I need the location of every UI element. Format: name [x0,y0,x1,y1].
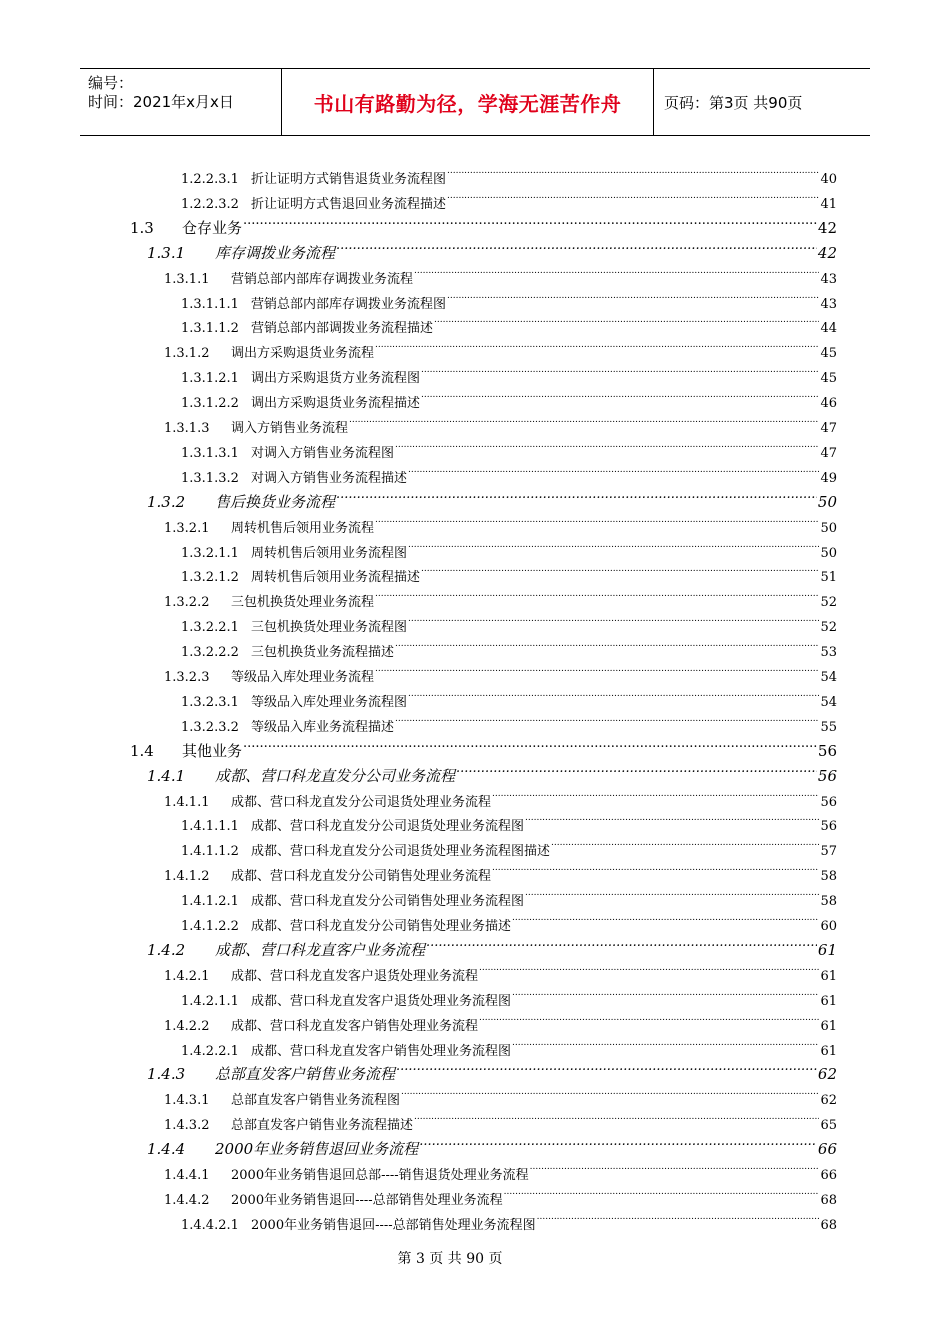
toc-entry[interactable] [164,1154,837,1183]
toc-entry-number: 1.4.1.2.1 [181,894,239,910]
toc-entry-page: 61 [820,1018,837,1034]
toc-entry-title: 调出方采购退货业务流程描述 [251,396,421,412]
toc-leader-dots [243,731,817,756]
toc-entry-title: 售后换货业务流程 [215,492,336,511]
toc-entry-number: 1.4.1.2.2 [181,919,239,934]
toc-entry-number: 1.4.1 [147,766,186,785]
toc-entry-title: 成都、营口科龙直发分公司退货处理业务流程 [231,794,492,810]
toc-entry[interactable] [147,233,837,262]
toc-leader-dots [434,307,819,332]
toc-leader-dots [551,830,819,855]
toc-entry[interactable] [147,482,837,511]
toc-entry-number: 1.4.2.1 [164,968,210,984]
toc-entry-number: 1.4.4.2 [164,1192,210,1208]
date-label: 时间：2021年x月x日 [88,93,234,111]
toc-entry[interactable] [164,258,837,287]
toc-entry[interactable] [164,955,837,984]
toc-leader-dots [375,332,819,357]
toc-entry-number: 1.3.2 [147,492,186,511]
toc-leader-dots [504,1179,820,1204]
toc-entry-page: 43 [820,296,837,312]
toc-leader-dots [395,631,819,656]
toc-entry-page: 61 [817,940,837,959]
toc-entry-number: 1.4.3 [147,1065,186,1084]
toc-entry-number: 1.4.2 [147,940,186,959]
toc-entry-page: 58 [820,894,837,910]
toc-entry[interactable] [181,606,837,636]
toc-entry[interactable] [181,158,837,187]
toc-entry[interactable] [181,532,837,561]
toc-entry-page: 53 [820,645,837,661]
toc-entry-title: 2000年业务销售退回----总部销售处理业务流程图 [251,1217,536,1233]
toc-entry-number: 1.4.2.1.1 [181,993,239,1009]
toc-entry-page: 68 [820,1217,837,1233]
toc-entry[interactable] [164,407,837,436]
toc-entry-number: 1.3.2.3.1 [181,694,239,710]
toc-leader-dots [456,756,817,781]
toc-entry-title: 三包机换货业务流程描述 [251,645,395,661]
toc-leader-dots [243,208,817,233]
toc-entry-title: 调入方销售业务流程 [231,421,349,436]
toc-entry-page: 43 [820,271,837,287]
motto-text: 书山有路勤为径，学海无涯苦作舟 [313,91,622,116]
toc-entry-page: 44 [820,321,837,337]
toc-entry-page: 66 [820,1168,837,1183]
toc-entry-number: 1.3.1.1 [164,271,210,287]
toc-leader-dots [375,581,819,606]
toc-entry-page: 65 [820,1118,837,1134]
toc-entry[interactable] [181,830,837,860]
toc-entry-page: 55 [820,719,837,735]
toc-entry-page: 42 [817,218,837,237]
toc-entry-number: 1.4.2.2 [164,1018,210,1034]
toc-entry-page: 42 [817,243,837,262]
toc-entry-title: 成都、营口科龙直发分公司退货处理业务流程图描述 [251,844,551,860]
toc-entry[interactable] [130,731,837,760]
toc-entry-page: 41 [820,196,837,212]
toc-entry[interactable] [181,681,837,710]
toc-entry-title: 等级品入库业务流程描述 [251,719,395,735]
toc-entry-title: 调出方采购退货方业务流程图 [251,371,421,387]
toc-leader-dots [336,482,817,507]
toc-entry[interactable] [181,183,837,212]
toc-entry[interactable] [181,905,837,934]
toc-entry-page: 56 [817,741,837,760]
toc-entry-number: 1.4.3.1 [164,1093,210,1109]
toc-entry-number: 1.4.1.1 [164,794,210,810]
toc-leader-dots [421,357,819,382]
toc-entry-number: 1.4.3.2 [164,1118,210,1134]
toc-entry[interactable] [164,855,837,885]
toc-entry-number: 1.4 [130,741,154,760]
toc-leader-dots [530,1154,820,1179]
toc-leader-dots [447,183,819,208]
toc-entry[interactable] [147,1054,837,1084]
toc-leader-dots [537,1204,820,1229]
toc-entry-number: 1.3.2.3.2 [181,719,239,735]
toc-entry-page: 50 [820,545,837,561]
toc-entry[interactable] [181,556,837,586]
toc-entry[interactable] [164,1079,837,1109]
toc-entry-number: 1.4.1.2 [164,869,210,885]
toc-entry-title: 营销总部内部调拨业务流程描述 [251,321,434,337]
toc-entry[interactable] [181,357,837,387]
toc-entry-page: 46 [820,396,837,412]
toc-entry[interactable] [181,307,837,337]
toc-entry-number: 1.2.2.3.2 [181,196,239,212]
toc-leader-dots [421,556,819,581]
toc-entry[interactable] [181,980,837,1009]
header-motto-cell [282,69,654,135]
toc-leader-dots [479,1005,819,1030]
toc-entry-page: 47 [820,421,837,436]
toc-entry[interactable] [181,706,837,735]
toc-entry[interactable] [147,1129,837,1159]
toc-entry-number: 1.3.2.2 [164,595,210,611]
toc-entry-page: 54 [820,694,837,710]
toc-entry-number: 1.3.1.3.1 [181,445,239,461]
toc-leader-dots [408,606,819,631]
toc-leader-dots [419,1129,817,1154]
number-label: 编号： [88,74,134,92]
toc-entry-title: 其他业务 [182,741,243,760]
toc-entry-title: 调出方采购退货业务流程 [231,346,375,362]
toc-entry[interactable] [181,805,837,835]
toc-entry-title: 总部直发客户销售业务流程图 [231,1093,401,1109]
toc-entry-title: 总部直发客户销售业务流程描述 [231,1118,414,1134]
toc-entry-title: 2000年业务销售退回总部----销售退货处理业务流程 [231,1168,529,1183]
toc-entry-title: 成都、营口科龙直发分公司业务流程 [215,766,456,785]
toc-entry-page: 62 [817,1065,837,1084]
toc-entry-page: 57 [820,844,837,860]
toc-entry-number: 1.3.1.1.1 [181,296,239,312]
toc-entry-page: 54 [820,670,837,685]
page-footer [0,1248,950,1268]
toc-entry-title: 成都、营口科龙直发分公司销售处理业务流程图 [251,894,525,910]
toc-entry-title: 周转机售后领用业务流程描述 [251,570,421,586]
toc-leader-dots [408,532,819,557]
page-header [80,68,870,136]
toc-entry[interactable] [181,283,837,312]
toc-leader-dots [525,880,819,905]
toc-leader-dots [375,507,819,532]
toc-entry-page: 58 [820,869,837,885]
toc-entry-number: 1.3 [130,218,154,237]
toc-entry-title: 折让证明方式售退回业务流程描述 [251,196,447,212]
toc-entry[interactable] [181,457,837,486]
toc-entry[interactable] [164,1104,837,1134]
toc-entry-number: 1.3.1.2.2 [181,396,239,412]
toc-leader-dots [525,805,819,830]
toc-entry[interactable] [147,756,837,785]
toc-entry-title: 成都、营口科龙直发分公司销售处理业务描述 [251,919,512,934]
toc-entry-title: 成都、营口科龙直发分公司销售处理业务流程 [231,869,492,885]
toc-entry-title: 营销总部内部库存调拨业务流程图 [251,296,447,312]
toc-entry-page: 50 [820,520,837,536]
toc-entry-title: 三包机换货处理业务流程图 [251,620,408,636]
toc-entry-number: 1.4.4 [147,1140,186,1159]
toc-leader-dots [426,930,817,955]
toc-entry[interactable] [181,432,837,461]
toc-entry-page: 61 [820,1043,837,1059]
toc-entry-number: 1.3.1.3.2 [181,470,239,486]
toc-entry-page: 52 [820,620,837,636]
toc-entry-title: 等级品入库处理业务流程 [231,670,375,685]
toc-entry-page: 45 [820,371,837,387]
toc-entry[interactable] [147,930,837,959]
toc-entry-title: 等级品入库处理业务流程图 [251,694,408,710]
toc-entry-number: 1.4.4.1 [164,1168,210,1183]
toc-entry-number: 1.3.1.3 [164,421,210,436]
toc-entry[interactable] [181,1030,837,1059]
toc-entry-title: 2000年业务销售退回----总部销售处理业务流程 [231,1192,503,1208]
toc-entry[interactable] [130,208,837,237]
toc-entry-number: 1.4.4.2.1 [181,1217,239,1233]
toc-entry-number: 1.3.2.1 [164,520,210,536]
toc-entry-page: 60 [820,919,837,934]
toc-leader-dots [512,1030,819,1055]
toc-entry-page: 68 [820,1192,837,1208]
toc-leader-dots [414,258,819,283]
toc-entry-page: 40 [820,172,837,187]
toc-entry[interactable] [181,631,837,661]
toc-entry-page: 62 [820,1093,837,1109]
toc-leader-dots [396,1054,817,1079]
toc-entry-number: 1.2.2.3.1 [181,172,239,187]
toc-leader-dots [421,382,819,407]
toc-entry-title: 总部直发客户销售业务流程 [215,1065,396,1084]
toc-entry-title: 周转机售后领用业务流程图 [251,545,408,561]
toc-entry-title: 周转机售后领用业务流程 [231,520,375,536]
toc-entry-title: 库存调拨业务流程 [215,243,336,262]
toc-entry-title: 成都、营口科龙直发客户销售处理业务流程图 [251,1043,512,1059]
toc-entry-number: 1.3.1.2.1 [181,371,239,387]
toc-entry-title: 三包机换货处理业务流程 [231,595,375,611]
toc-leader-dots [408,457,819,482]
toc-entry-number: 1.3.2.2.2 [181,645,239,661]
toc-leader-dots [395,432,819,457]
toc-entry-number: 1.3.2.1.2 [181,570,239,586]
toc-leader-dots [349,407,819,432]
toc-entry-number: 1.3.1 [147,243,186,262]
toc-entry-page: 56 [820,794,837,810]
toc-leader-dots [492,855,819,880]
toc-leader-dots [512,980,819,1005]
toc-entry[interactable] [164,507,837,536]
toc-entry[interactable] [164,781,837,810]
toc-entry-title: 成都、营口科龙直发分公司退货处理业务流程图 [251,819,525,835]
toc-leader-dots [492,781,819,806]
toc-entry-number: 1.4.1.1.2 [181,844,239,860]
toc-leader-dots [401,1079,819,1104]
toc-entry-page: 61 [820,968,837,984]
toc-entry-page: 52 [820,595,837,611]
toc-entry-title: 折让证明方式销售退货业务流程图 [251,172,447,187]
toc-leader-dots [336,233,817,258]
toc-entry-number: 1.3.1.1.2 [181,321,239,337]
toc-entry-number: 1.3.2.3 [164,670,210,685]
toc-entry-title: 成都、营口科龙直发客户退货处理业务流程 [231,968,479,984]
toc-entry-page: 51 [820,570,837,586]
toc-entry-page: 61 [820,993,837,1009]
toc-leader-dots [447,283,819,308]
toc-entry-title: 2000年业务销售退回业务流程 [215,1140,419,1159]
toc-entry-title: 营销总部内部库存调拨业务流程 [231,271,414,287]
toc-entry-page: 56 [820,819,837,835]
toc-entry-title: 成都、营口科龙直发客户退货处理业务流程图 [251,993,512,1009]
toc-entry-number: 1.4.2.2.1 [181,1043,239,1059]
toc-entry-title: 成都、营口科龙直客户业务流程 [215,940,426,959]
toc-leader-dots [447,158,819,183]
toc-entry[interactable] [164,332,837,362]
toc-leader-dots [375,656,819,681]
toc-entry[interactable] [164,1005,837,1034]
toc-entry-page: 66 [817,1140,837,1159]
toc-entry[interactable] [181,1204,837,1233]
toc-entry-number: 1.3.2.1.1 [181,545,239,561]
toc-leader-dots [395,706,819,731]
toc-entry-page: 56 [817,766,837,785]
toc-entry-title: 成都、营口科龙直发客户销售处理业务流程 [231,1018,479,1034]
toc-entry-number: 1.4.1.1.1 [181,819,239,835]
toc-leader-dots [512,905,819,930]
toc-entry-page: 50 [817,492,837,511]
toc-entry-number: 1.3.2.2.1 [181,620,239,636]
header-page-info: 页码：第3页 共90页 [664,93,803,112]
header-meta-cell [80,69,282,135]
toc-entry-page: 45 [820,346,837,362]
toc-entry[interactable] [164,581,837,611]
toc-leader-dots [414,1104,819,1129]
toc-entry-title: 对调入方销售业务流程描述 [251,470,408,486]
toc-entry-number: 1.3.1.2 [164,346,210,362]
toc-entry-title: 对调入方销售业务流程图 [251,445,395,461]
toc-entry[interactable] [181,880,837,910]
toc-leader-dots [408,681,819,706]
toc-entry-page: 47 [820,445,837,461]
toc-entry[interactable] [181,382,837,412]
toc-entry-page: 49 [820,470,837,486]
toc-entry[interactable] [164,1179,837,1208]
toc-entry[interactable] [164,656,837,685]
footer-page-label: 第 3 页 共 90 页 [397,1251,503,1267]
toc-entry-title: 仓存业务 [182,218,243,237]
toc-leader-dots [479,955,819,980]
